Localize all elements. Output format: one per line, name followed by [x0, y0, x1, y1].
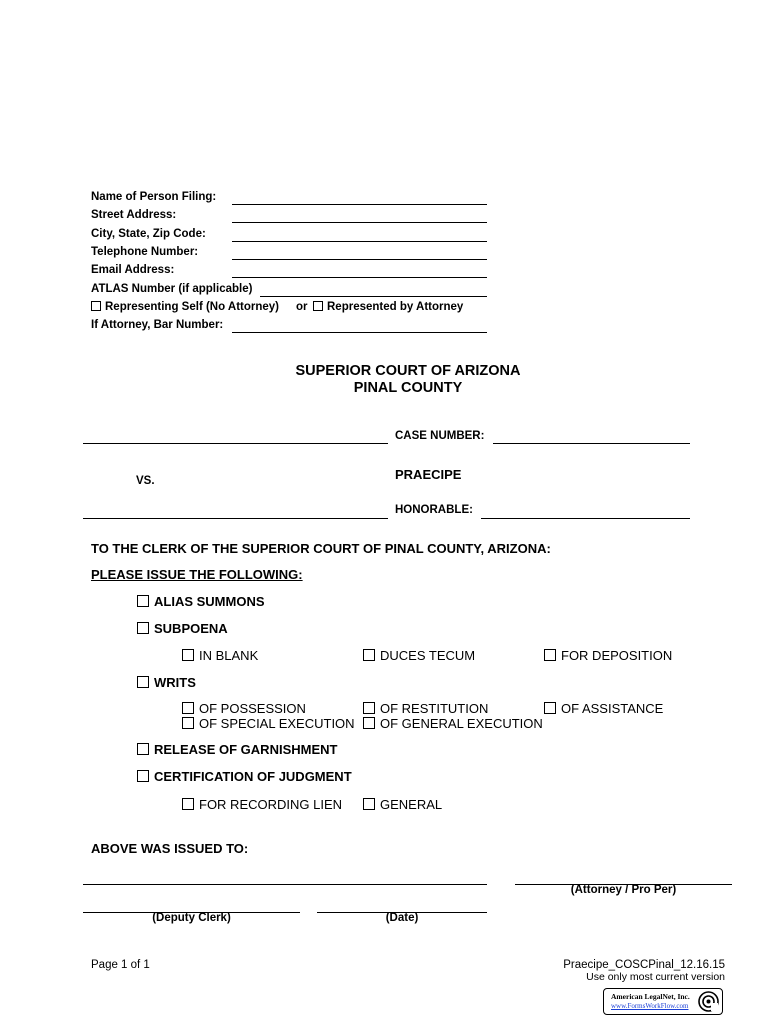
defendant-field[interactable]: [83, 518, 388, 519]
general-checkbox[interactable]: [363, 798, 375, 810]
for-deposition-label: FOR DEPOSITION: [561, 648, 673, 663]
release-garnishment-checkbox[interactable]: [137, 743, 149, 755]
date-label: (Date): [385, 912, 419, 924]
cert-judgment-label: CERTIFICATION OF JUDGMENT: [154, 769, 352, 784]
cert-judgment-checkbox[interactable]: [137, 770, 149, 782]
issued-to-field[interactable]: [83, 884, 487, 885]
duces-tecum-option[interactable]: [363, 648, 475, 663]
alias-summons-option[interactable]: [137, 594, 265, 609]
logo-website-link[interactable]: www.FormsWorkFlow.com: [611, 1002, 689, 1010]
case-number-label: CASE NUMBER:: [395, 430, 485, 442]
of-possession-label: OF POSSESSION: [199, 701, 306, 716]
atlas-field[interactable]: [260, 296, 487, 297]
name-label: Name of Person Filing:: [91, 191, 217, 203]
release-garnishment-label: RELEASE OF GARNISHMENT: [154, 742, 338, 757]
representing-self-label: Representing Self (No Attorney): [105, 301, 280, 313]
case-number-field[interactable]: [493, 443, 690, 444]
phone-field[interactable]: [232, 259, 487, 260]
alias-summons-checkbox[interactable]: [137, 595, 149, 607]
bar-number-label: If Attorney, Bar Number:: [91, 319, 224, 331]
of-restitution-checkbox[interactable]: [363, 702, 375, 714]
of-possession-option[interactable]: [182, 701, 306, 716]
represented-attorney-checkbox[interactable]: [313, 301, 323, 311]
of-special-execution-checkbox[interactable]: [182, 717, 194, 729]
plaintiff-field[interactable]: [83, 443, 388, 444]
writs-checkbox[interactable]: [137, 676, 149, 688]
name-field[interactable]: [232, 204, 487, 205]
writs-label: WRITS: [154, 675, 196, 690]
city-field[interactable]: [232, 241, 487, 242]
representing-self-checkbox[interactable]: [91, 301, 101, 311]
form-id: Praecipe_COSCPinal_12.16.15: [563, 959, 725, 971]
duces-tecum-checkbox[interactable]: [363, 649, 375, 661]
writs-option[interactable]: [137, 675, 196, 690]
of-assistance-label: OF ASSISTANCE: [561, 701, 664, 716]
general-label: GENERAL: [380, 797, 443, 812]
for-deposition-checkbox[interactable]: [544, 649, 556, 661]
please-issue-heading: PLEASE ISSUE THE FOLLOWING:: [91, 567, 303, 582]
for-recording-lien-option[interactable]: [182, 797, 342, 812]
version-note: Use only most current version: [586, 971, 725, 983]
street-field[interactable]: [232, 222, 487, 223]
duces-tecum-label: DUCES TECUM: [380, 648, 476, 663]
atlas-label: ATLAS Number (if applicable): [91, 283, 253, 295]
in-blank-label: IN BLANK: [199, 648, 259, 663]
honorable-field[interactable]: [481, 518, 690, 519]
representing-self-option[interactable]: [91, 301, 279, 313]
deputy-clerk-label: (Deputy Clerk): [152, 912, 231, 924]
in-blank-option[interactable]: [182, 648, 258, 663]
or-label: or: [296, 301, 308, 313]
page-number: Page 1 of 1: [91, 959, 150, 971]
praecipe-title: PRAECIPE: [395, 467, 462, 482]
city-label: City, State, Zip Code:: [91, 228, 206, 240]
release-garnishment-option[interactable]: [137, 742, 337, 757]
of-general-execution-checkbox[interactable]: [363, 717, 375, 729]
vs-label: VS.: [136, 475, 155, 487]
legalnet-emblem-icon: [698, 991, 719, 1012]
for-recording-lien-checkbox[interactable]: [182, 798, 194, 810]
cert-judgment-option[interactable]: [137, 769, 352, 784]
above-issued-heading: ABOVE WAS ISSUED TO:: [91, 841, 249, 856]
subpoena-checkbox[interactable]: [137, 622, 149, 634]
logo-company-name: American LegalNet, Inc.: [611, 992, 690, 1001]
bar-number-field[interactable]: [232, 332, 487, 333]
in-blank-checkbox[interactable]: [182, 649, 194, 661]
of-special-execution-label: OF SPECIAL EXECUTION: [199, 716, 355, 731]
of-assistance-checkbox[interactable]: [544, 702, 556, 714]
alias-summons-label: ALIAS SUMMONS: [154, 594, 265, 609]
of-restitution-option[interactable]: [363, 701, 488, 716]
general-option[interactable]: [363, 797, 442, 812]
of-general-execution-option[interactable]: [363, 716, 543, 731]
court-title: SUPERIOR COURT OF ARIZONA: [295, 363, 521, 379]
street-label: Street Address:: [91, 209, 177, 221]
to-clerk-heading: TO THE CLERK OF THE SUPERIOR COURT OF PINAL COUNTY, ARIZONA:: [91, 541, 551, 556]
county-title: PINAL COUNTY: [353, 380, 463, 396]
american-legalnet-logo: [603, 988, 723, 1015]
of-restitution-label: OF RESTITUTION: [380, 701, 489, 716]
subpoena-option[interactable]: [137, 621, 228, 636]
represented-attorney-label: Represented by Attorney: [327, 301, 464, 313]
email-label: Email Address:: [91, 264, 175, 276]
phone-label: Telephone Number:: [91, 246, 199, 258]
of-special-execution-option[interactable]: [182, 716, 355, 731]
attorney-pro-per-label: (Attorney / Pro Per): [570, 884, 677, 896]
of-general-execution-label: OF GENERAL EXECUTION: [380, 716, 543, 731]
honorable-label: HONORABLE:: [395, 504, 473, 516]
of-possession-checkbox[interactable]: [182, 702, 194, 714]
email-field[interactable]: [232, 277, 487, 278]
for-recording-lien-label: FOR RECORDING LIEN: [199, 797, 343, 812]
subpoena-label: SUBPOENA: [154, 621, 228, 636]
represented-attorney-option[interactable]: [313, 301, 463, 313]
for-deposition-option[interactable]: [544, 648, 672, 663]
of-assistance-option[interactable]: [544, 701, 663, 716]
